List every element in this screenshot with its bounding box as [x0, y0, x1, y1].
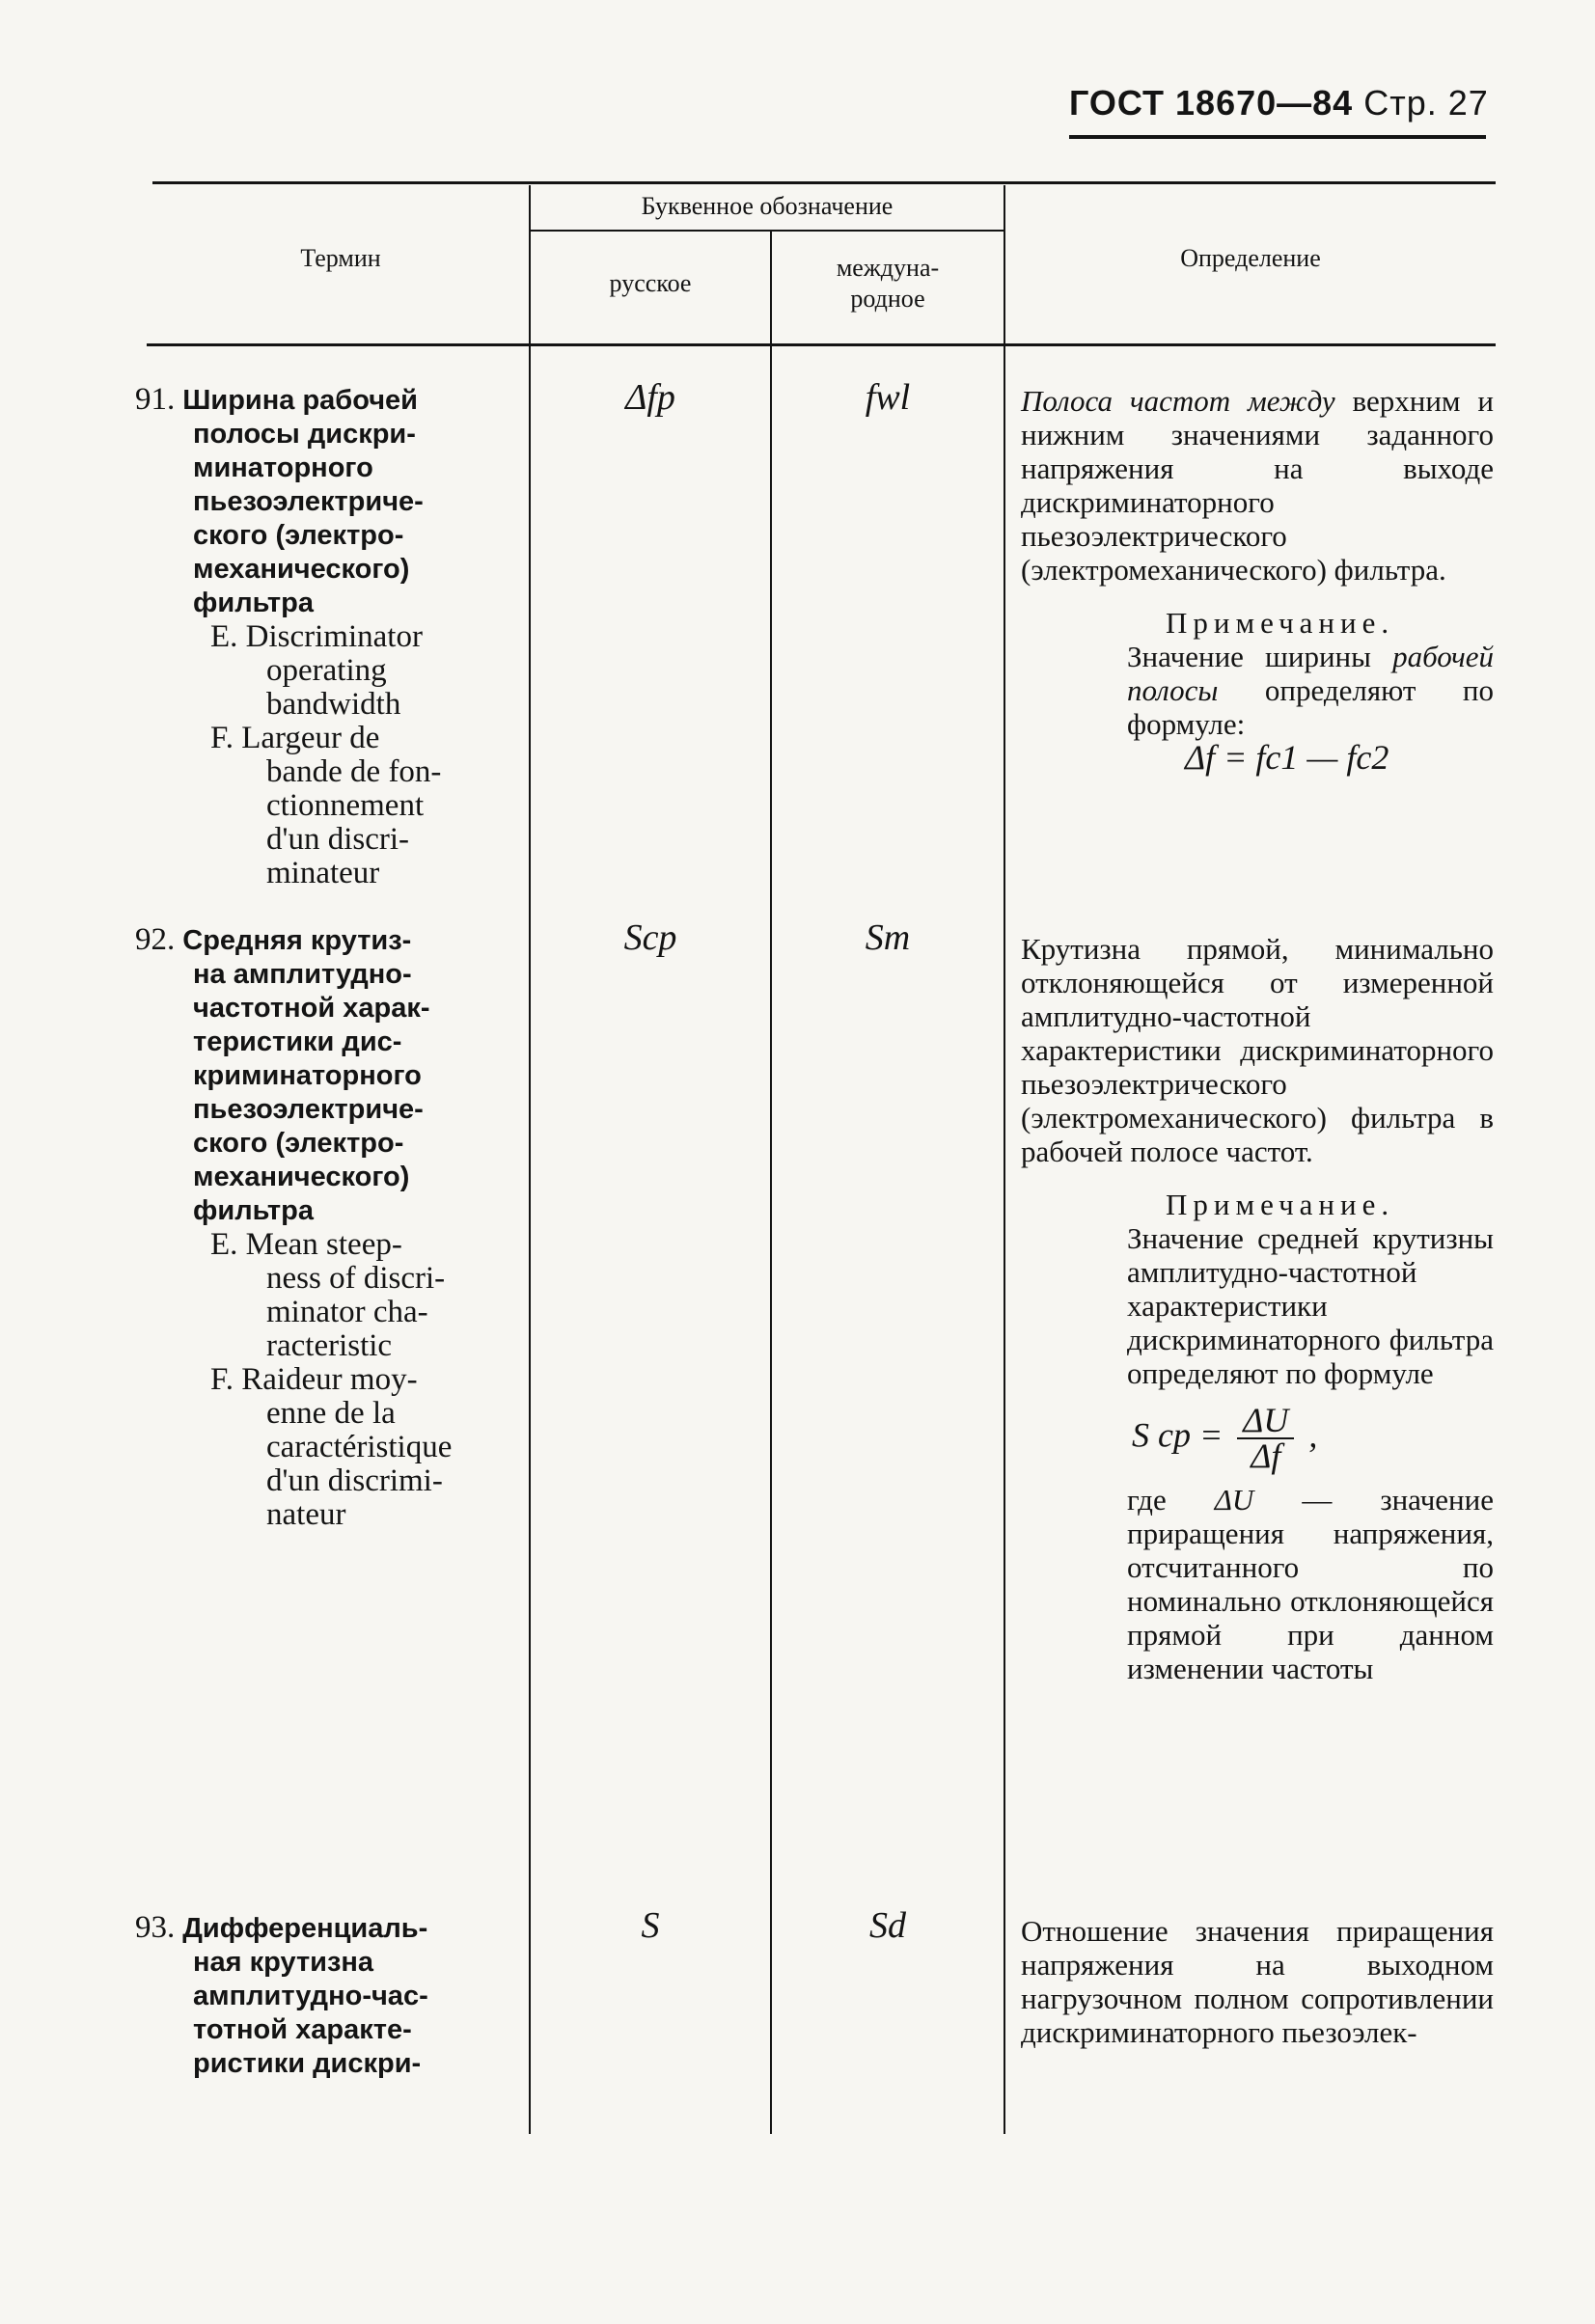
symbol-int-text: Sm	[865, 917, 911, 958]
term-en-line: ness of discri-	[266, 1261, 446, 1296]
term-ru-line: механического)	[193, 554, 410, 585]
col-header-international-l1: междуна-	[836, 254, 940, 282]
symbol-ru-text: S	[641, 1905, 660, 1946]
col-header-term	[154, 243, 527, 274]
term-ru-line: тотной характе-	[193, 2014, 412, 2045]
col-divider-2	[770, 232, 772, 2134]
where-prefix: где	[1127, 1483, 1167, 1517]
term-fr-line: d'un discri-	[266, 822, 410, 857]
term-ru-line: Дифференциаль-	[182, 1913, 428, 1944]
col-header-russian-text: русское	[609, 269, 692, 297]
table-top-rule	[152, 181, 1496, 184]
term-fr-line: nateur	[266, 1497, 346, 1532]
note-text-italic: рабочей полосы	[1127, 640, 1494, 707]
formula-fraction	[1237, 1401, 1294, 1475]
term-number: 92.	[135, 922, 176, 957]
note-title: Примечание.	[1166, 606, 1395, 640]
term-ru-line: ристики дискри-	[193, 2048, 422, 2079]
standard-code: ГОСТ 18670—84	[1069, 83, 1354, 123]
definition-body: верхним и нижним значениями заданного напряжения на выходе дискриминаторного пьезоэлектрического (электромеханического) фильтра.	[1021, 384, 1494, 587]
formula-92	[1132, 1401, 1494, 1475]
term-ru-line: амплитудно-час-	[193, 1981, 428, 2011]
term-fr-line: minateur	[266, 856, 380, 890]
term-ru-line: пьезоэлектриче-	[193, 1094, 424, 1125]
letter-group-rule	[531, 230, 1004, 232]
term-ru-line: частотной харак-	[193, 993, 430, 1024]
term-ru-line: фильтра	[193, 1195, 314, 1226]
formula-comma: ,	[1308, 1415, 1318, 1455]
header-bottom-rule	[147, 343, 1496, 346]
term-92	[135, 922, 492, 1532]
term-ru-line: ная крутизна	[193, 1947, 374, 1978]
note-text: определяют по формуле:	[1127, 673, 1495, 741]
definition-text: Отношение значения приращения напряжения на выходном нагрузочном полном сопротивлении дискриминаторного пьезоэлек-	[1021, 1914, 1494, 2049]
col-header-definition-text: Определение	[1180, 244, 1321, 272]
term-fr-line: enne de la	[266, 1396, 396, 1431]
symbol-int-92	[774, 918, 1002, 957]
term-ru-line: минаторного	[193, 452, 373, 483]
term-fr-line: bande de fon-	[266, 754, 442, 789]
col-header-term-text: Термин	[300, 244, 381, 272]
definition-92	[1021, 932, 1494, 1685]
col-divider-1	[529, 185, 531, 2134]
note-92	[1127, 1188, 1494, 1390]
col-header-letter-group-text: Буквенное обозначение	[641, 192, 894, 220]
definition-91	[1021, 384, 1494, 775]
term-ru-line: Ширина рабочей	[182, 385, 419, 416]
col-header-russian	[533, 268, 768, 299]
term-en-line: E. Discriminator	[210, 619, 423, 654]
term-ru-line: пьезоэлектриче-	[193, 486, 424, 517]
term-ru-line: полосы дискри-	[193, 419, 416, 450]
symbol-ru-text: Sср	[623, 917, 677, 958]
term-fr-line: F. Raideur moy-	[210, 1362, 418, 1397]
term-ru-line: ского (электро-	[193, 520, 404, 551]
term-ru-line: механического)	[193, 1162, 410, 1192]
symbol-int-text: fwl	[865, 377, 911, 418]
definition-text: Крутизна прямой, минимально отклоняющейся от измеренной амплитудно-частотной характеристики дискриминаторного пьезоэлектрического (электромеханического) фильтра в рабочей полосе частот.	[1021, 932, 1494, 1168]
col-divider-3	[1004, 185, 1005, 2134]
formula-lhs: S ср =	[1132, 1415, 1224, 1455]
formula-numerator: ΔU	[1237, 1404, 1294, 1439]
symbol-ru-text: Δfр	[625, 377, 675, 418]
term-fr-line: d'un discrimi-	[266, 1463, 443, 1498]
header-underline	[1069, 135, 1486, 139]
definition-lead: Полоса частот между	[1021, 384, 1335, 418]
symbol-ru-92	[533, 918, 768, 957]
term-en-line: E. Mean steep-	[210, 1227, 402, 1262]
term-number: 91.	[135, 382, 176, 417]
term-ru-line: ского (электро-	[193, 1128, 404, 1159]
symbol-int-93	[774, 1906, 1002, 1945]
symbol-int-91	[774, 378, 1002, 417]
col-header-letter-group	[533, 191, 1002, 222]
where-clause-92	[1127, 1483, 1494, 1685]
term-ru-line: криминаторного	[193, 1060, 422, 1091]
col-header-international	[774, 253, 1002, 314]
term-en-line: bandwidth	[266, 687, 401, 722]
note-text: Значение ширины	[1127, 640, 1371, 673]
symbol-int-text: Sd	[869, 1905, 906, 1946]
term-en-line: racteristic	[266, 1328, 393, 1363]
where-text: — значение приращения напряжения, отсчитанного по номинально отклоняющейся прямой при данном изменении частоты	[1127, 1483, 1494, 1685]
term-number: 93.	[135, 1910, 176, 1945]
col-header-international-l2: родное	[850, 285, 925, 313]
term-fr-line: caractéristique	[266, 1430, 453, 1464]
term-93	[135, 1910, 492, 2081]
term-91	[135, 382, 492, 890]
term-en-line: operating	[266, 653, 387, 688]
page-number: Стр. 27	[1363, 83, 1489, 123]
definition-text	[1021, 384, 1494, 587]
page-header	[1069, 83, 1489, 123]
term-ru-line: фильтра	[193, 588, 314, 618]
formula-91: Δf = fс1 — fс2	[1185, 738, 1389, 777]
note-91	[1127, 606, 1494, 741]
note-text: Значение средней крутизны амплитудно-частотной характеристики дискриминаторного фильтра определяют по формуле	[1127, 1221, 1494, 1390]
term-fr-line: ctionnement	[266, 788, 425, 823]
col-header-definition	[1007, 243, 1494, 274]
where-symbol: ΔU	[1214, 1483, 1254, 1517]
term-ru-line: Средняя крутиз-	[182, 925, 412, 956]
formula-denominator: Δf	[1251, 1436, 1281, 1475]
term-ru-line: теристики дис-	[193, 1026, 402, 1057]
note-title: Примечание.	[1166, 1188, 1395, 1221]
symbol-ru-91	[533, 378, 768, 417]
definition-93	[1021, 1914, 1494, 2049]
term-ru-line: на амплитудно-	[193, 959, 412, 990]
term-en-line: minator cha-	[266, 1295, 428, 1329]
symbol-ru-93	[533, 1906, 768, 1945]
term-fr-line: F. Largeur de	[210, 721, 380, 755]
